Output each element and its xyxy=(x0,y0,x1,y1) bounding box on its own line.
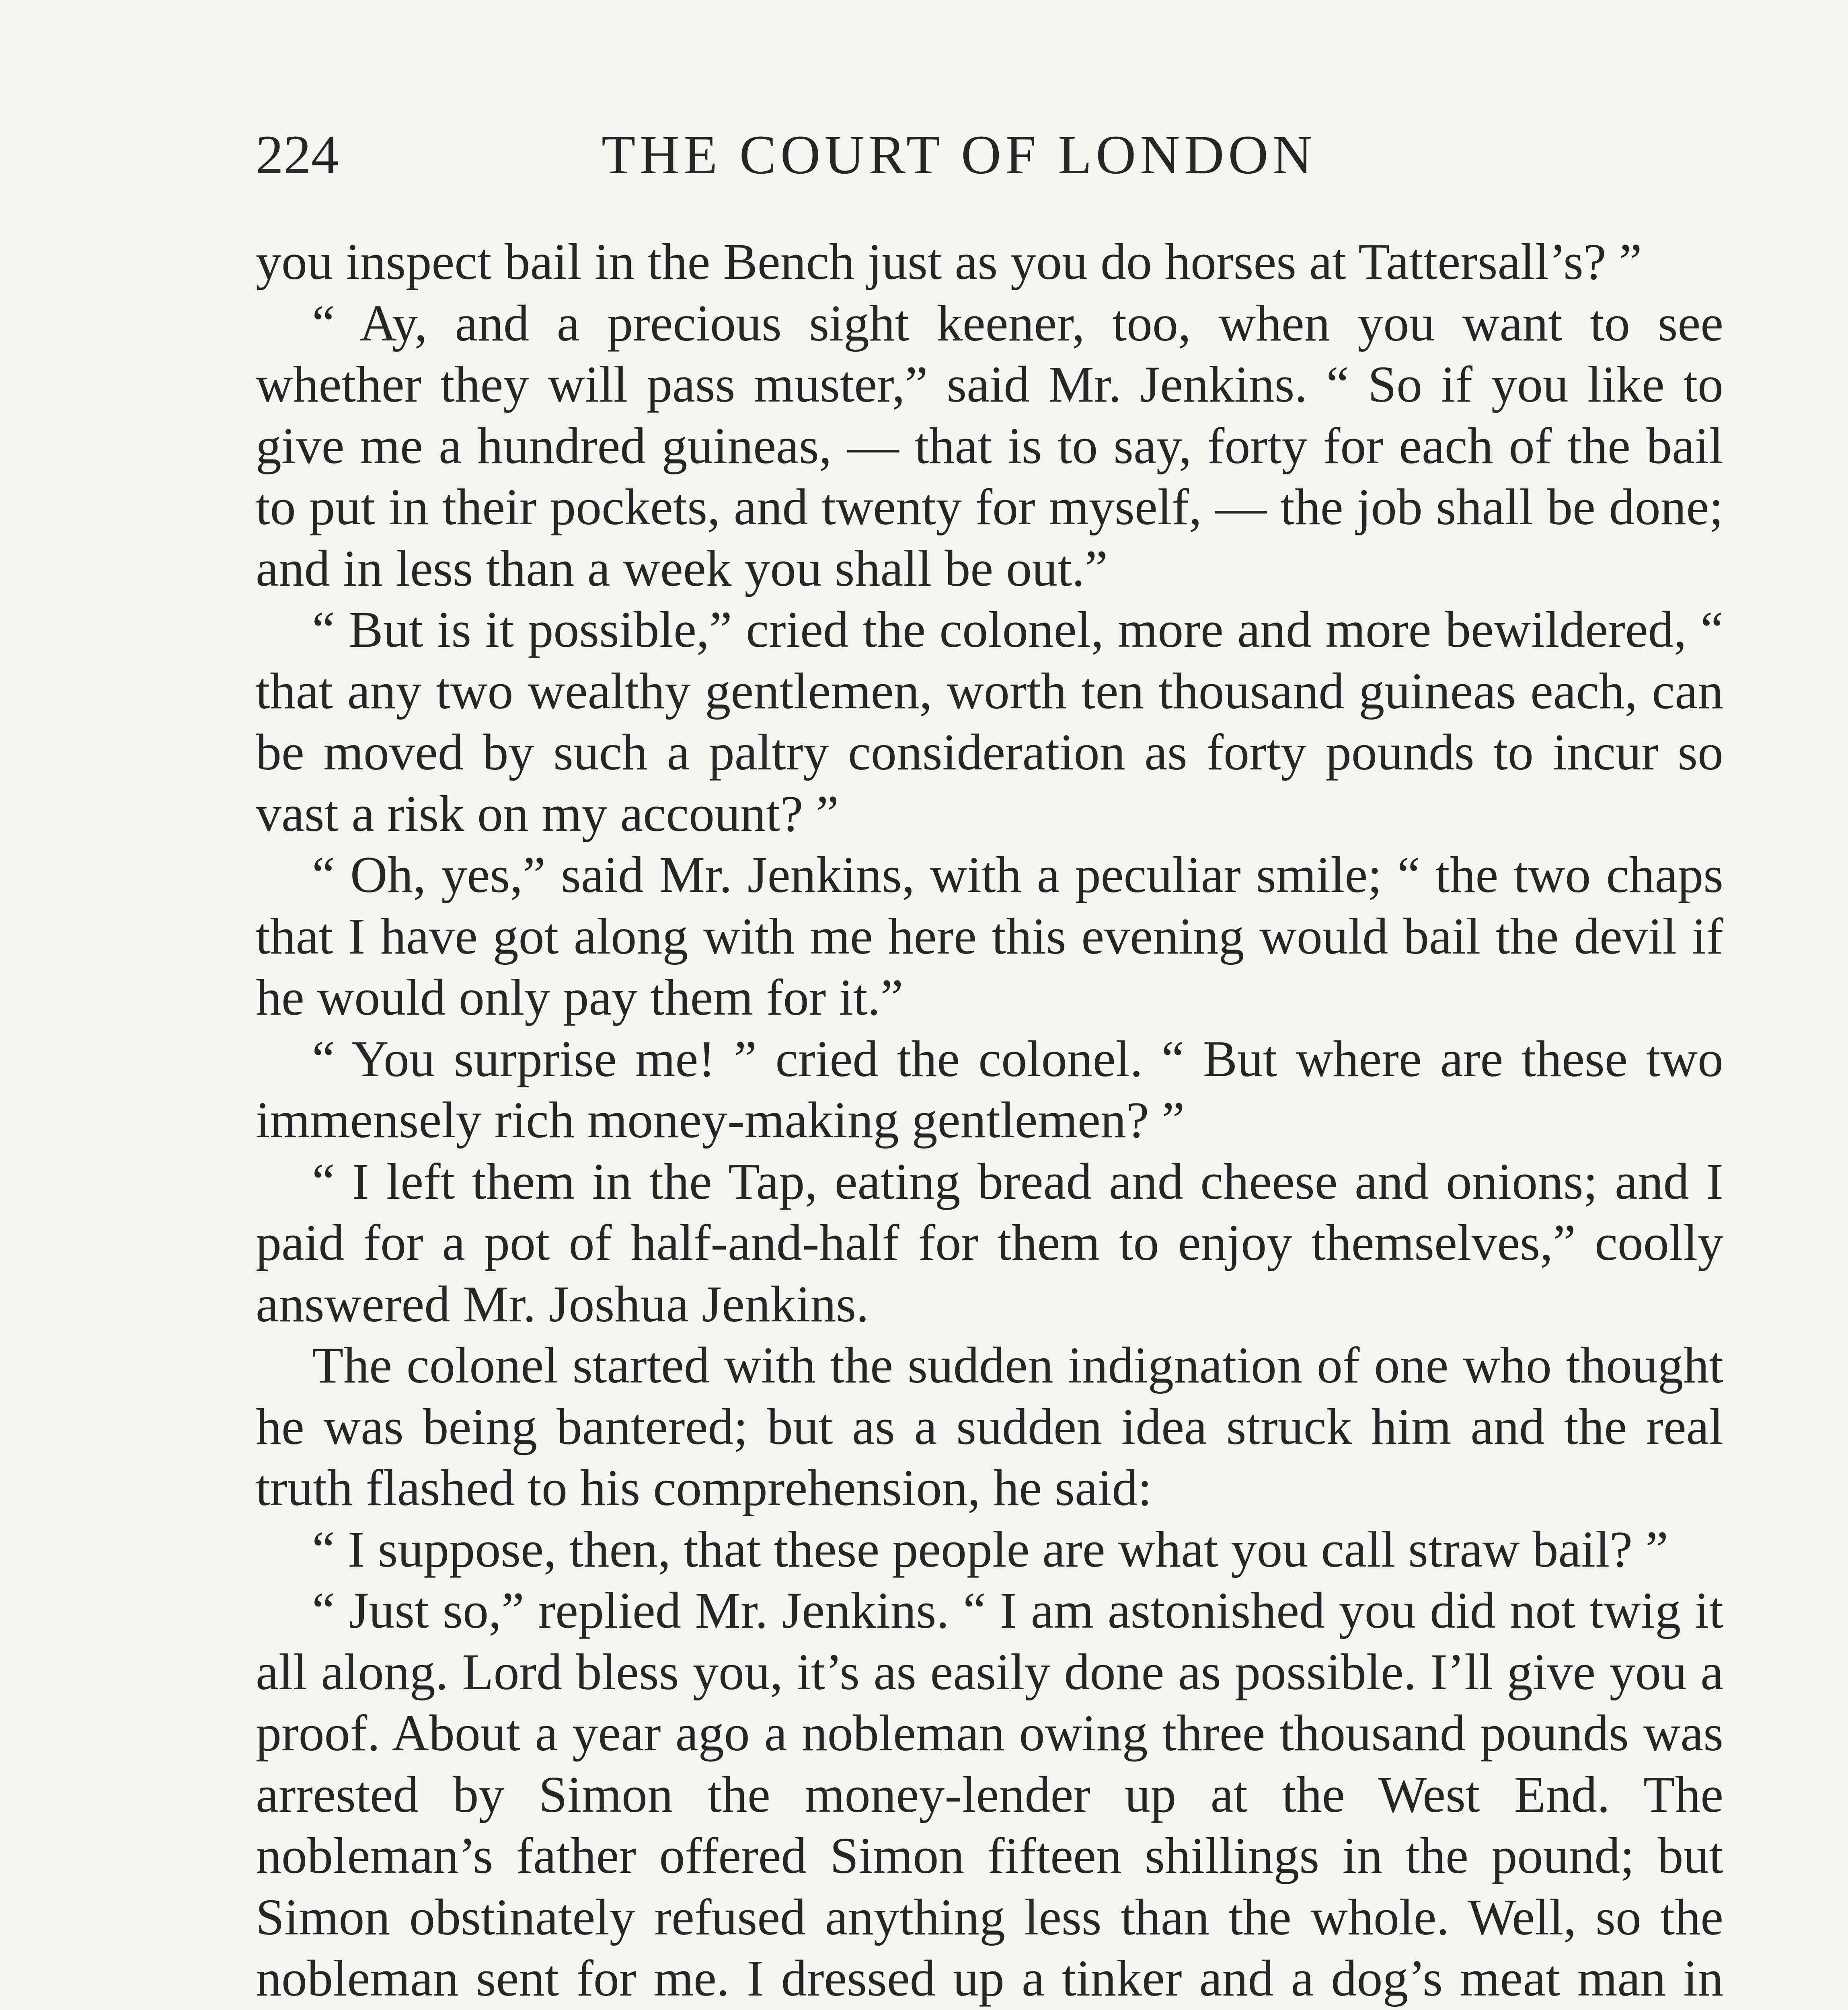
paragraph-4: “ Oh, yes,” said Mr. Jenkins, with a peculiar smile; “ the two chaps that I have got along with me here this evening would bail the devil if he would only pay them for it.” xyxy=(256,846,1723,1026)
paragraph-7: The colonel started with the sudden indignation of one who thought he was being bantered; but as a sudden idea struck him and the real truth flashed to his comprehension, he said: xyxy=(256,1337,1723,1516)
paragraph-2: “ Ay, and a precious sight keener, too, when you want to see whether they will pass muster,” said Mr. Jenkins. “ So if you like to give me a hundred guineas, — that is to say, forty for each of the bail to put in their pockets, and twenty for myself, — the job shall be done; and in less than a week you shall be out.” xyxy=(256,294,1723,597)
body-text xyxy=(256,231,1723,2010)
paragraph-6: “ I left them in the Tap, eating bread and cheese and onions; and I paid for a pot of half-and-half for them to enjoy themselves,” coolly answered Mr. Joshua Jenkins. xyxy=(256,1153,1723,1333)
paragraph-8: “ I suppose, then, that these people are what you call straw bail? ” xyxy=(312,1520,1668,1578)
paragraph-5: “ You surprise me! ” cried the colonel. “ But where are these two immensely rich money-making gentlemen? ” xyxy=(256,1030,1723,1149)
paragraph-1: you inspect bail in the Bench just as you do horses at Tattersall’s? ” xyxy=(256,233,1642,290)
paragraph-9: “ Just so,” replied Mr. Jenkins. “ I am astonished you did not twig it all along. Lord bless you, it’s as easily done as possible. I’ll give you a proof. About a year ago a nobleman owing three thousand pounds was arrested by Simon the money-lender up at the West End. The nobleman’s father offered Simon fifteen shillings in the pound; but Simon obstinately refused anything less than the whole. Well, so the nobleman sent for me. I dressed up a tinker and a dog’s meat man in xyxy=(256,1582,1723,2007)
running-head xyxy=(256,121,1723,189)
running-title: THE COURT OF LONDON xyxy=(602,124,1316,185)
page-number: 224 xyxy=(256,124,339,185)
paragraph-3: “ But is it possible,” cried the colonel, more and more bewildered, “ that any two wealthy gentlemen, worth ten thousand guineas each, can be moved by such a paltry consideration as forty pounds to incur so vast a risk on my account? ” xyxy=(256,601,1723,842)
